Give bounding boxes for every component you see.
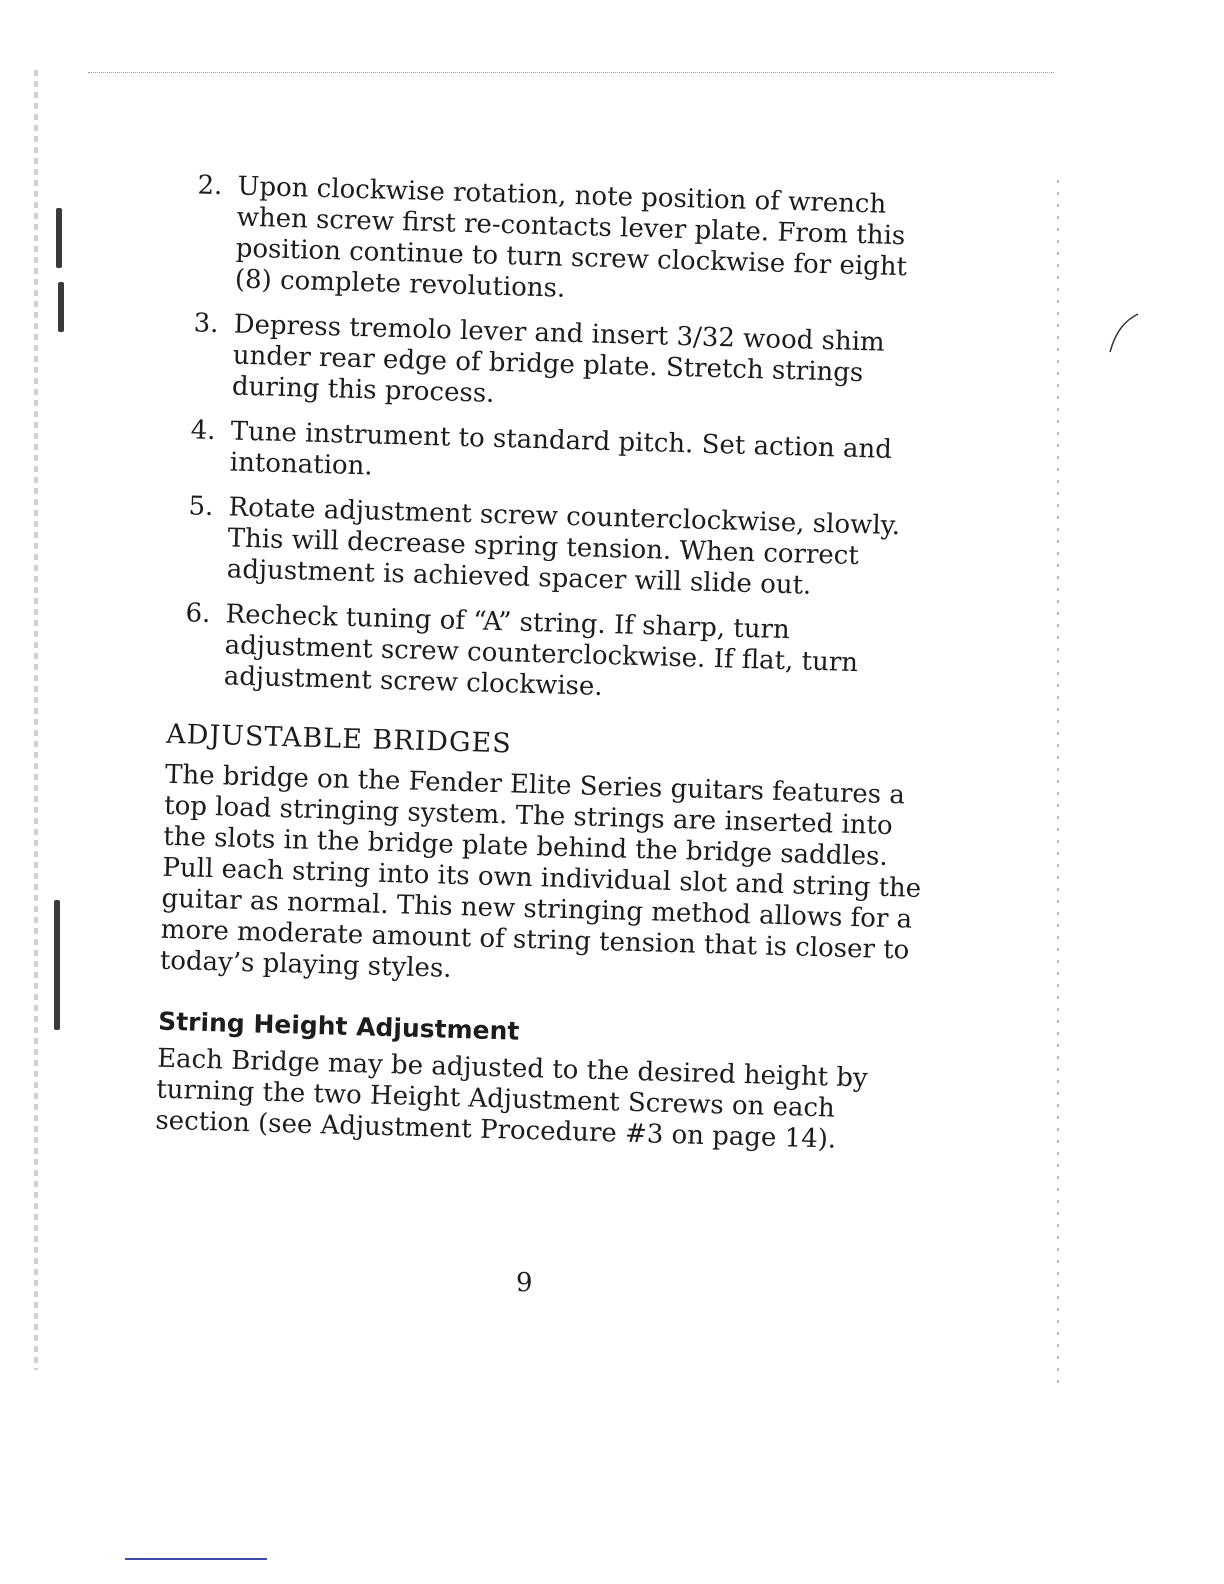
step-text: Recheck tuning of “A” string. If sharp, turn adjustment screw counterclockwise. If flat, turn adjustment screw clockwise. — [223, 599, 859, 702]
step-number: 4. — [190, 415, 216, 447]
step-text: Rotate adjustment screw counterclockwise, slowly. This will decrease spring tension. When correct adjustment is achieved spacer will slide out. — [226, 492, 901, 601]
pen-mark — [1098, 308, 1144, 368]
step-number: 6. — [185, 598, 211, 629]
binding-mark — [58, 282, 64, 332]
step-item — [167, 598, 929, 712]
scan-binding-edge — [34, 70, 38, 1370]
page-number: 9 — [516, 1268, 533, 1298]
step-number: 5. — [188, 491, 214, 523]
step-item — [176, 308, 938, 422]
string-height-body: Each Bridge may be adjusted to the desired height by turning the two Height Adjustment Screws on each section (see Adjustment Procedure #3 on page 14). — [155, 1043, 869, 1155]
adjustable-bridges-heading: ADJUSTABLE BRIDGES — [165, 718, 513, 760]
step-item — [179, 170, 942, 315]
adjustable-bridges-body: The bridge on the Fender Elite Series guitars features a top load stringing system. The strings are inserted into the slots in the bridge plate behind the bridge saddles. Pull each string into its own individual slot and string the guitar as normal. This new stringing method allows for a more moderate amount of string tension that is closer to today’s playing styles. — [159, 759, 922, 984]
scan-bottom-line — [125, 1558, 267, 1560]
string-height-heading: String Height Adjustment — [157, 1006, 520, 1046]
scan-right-edge — [1057, 180, 1059, 1390]
binding-mark — [56, 208, 62, 268]
step-number: 3. — [193, 308, 219, 340]
step-text: Upon clockwise rotation, note position of wrench when screw first re-contacts lever plate. From this position continue to turn screw clockwise for eight (8) complete revolutions. — [234, 171, 908, 304]
step-text: Tune instrument to standard pitch. Set action and intonation. — [229, 416, 893, 482]
step-item — [170, 491, 932, 605]
step-text: Depress tremolo lever and insert 3/32 wood shim under rear edge of bridge plate. Stretch strings during this process. — [231, 309, 886, 409]
binding-mark — [54, 900, 60, 1030]
scan-top-rule — [88, 72, 1054, 73]
procedure-steps — [167, 170, 941, 712]
page-content — [155, 170, 942, 1158]
step-item — [173, 415, 934, 498]
step-number: 2. — [197, 170, 223, 202]
